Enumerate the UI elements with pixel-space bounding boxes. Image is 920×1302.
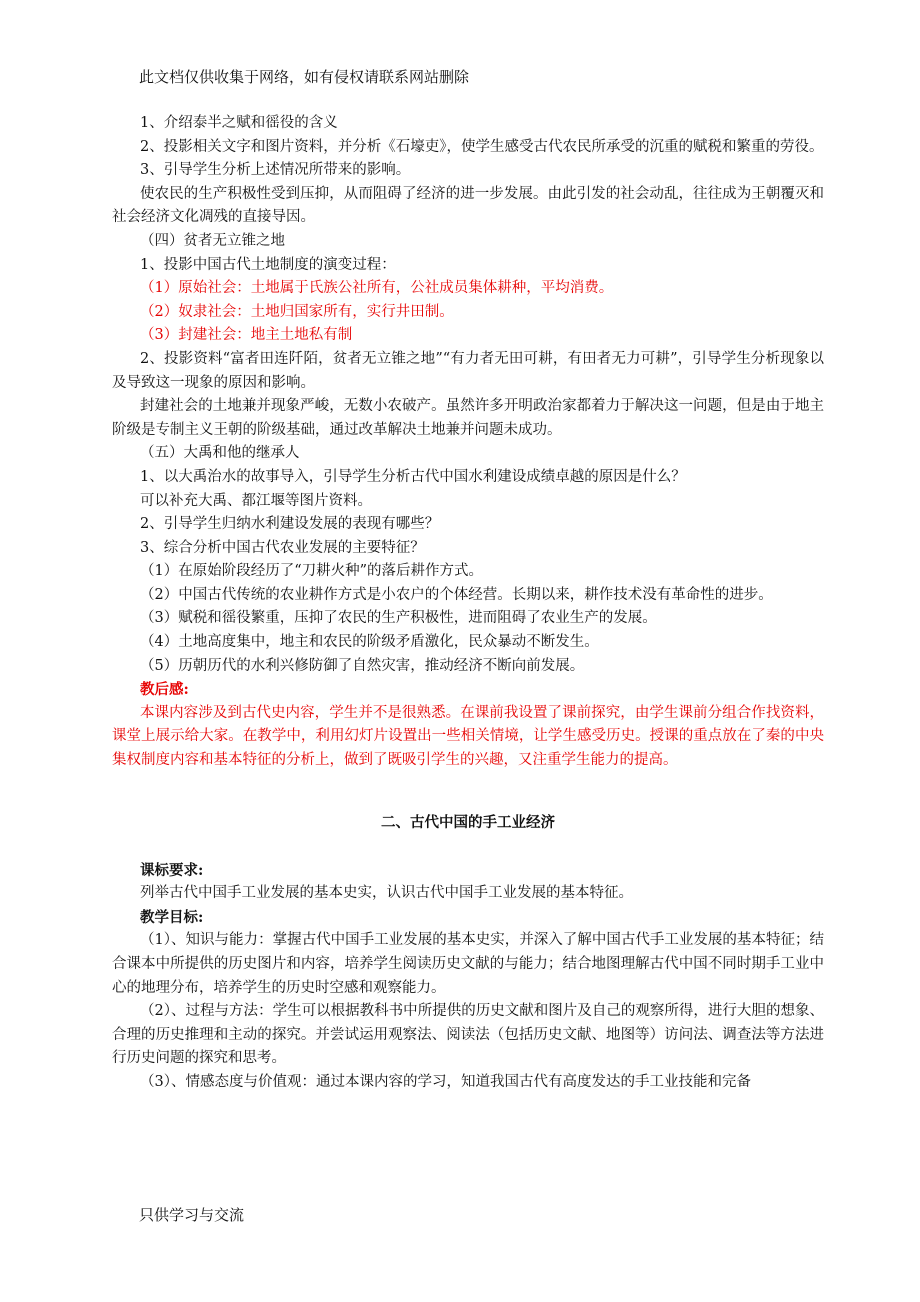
spacer (112, 773, 824, 811)
feature-item-4: （4）土地高度集中，地主和农民的阶级矛盾激化，民众暴动不断发生。 (140, 634, 599, 651)
paragraph: 2、投影资料“富者田连阡陌，贫者无立锥之地”“有力者无田可耕，有田者无力可耕”，引导学生分析现象以及导致这一现象的原因和影响。 (112, 350, 824, 391)
feature-item-5: （5）历朝历代的水利兴修防御了自然灾害，推动经济不断向前发展。 (140, 657, 585, 674)
goal-item-1: （1）、知识与能力：掌握古代中国手工业发展的基本史实，并深入了解中国古代手工业发展的基本特征；结合课本中所提供的历史图片和内容，培养学生阅读历史文献的与能力；结合地图理解古代中国不同时期手工业中心的地理分布，培养学生的历史时空感和观察能力。 (112, 932, 824, 996)
land-system-item-1: （1）原始社会：土地属于氏族公社所有，公社成员集体耕种，平均消费。 (140, 280, 614, 297)
reflection-text: 本课内容涉及到古代史内容，学生并不是很熟悉。在课前我设置了课前探究，由学生课前分组合作找资料，课堂上展示给大家。在教学中，利用幻灯片设置出一些相关情境，让学生感受历史。授课的重点放在了秦的中央集权制度内容和基本特征的分析上，做到了既吸引学生的兴趣，又注重学生能力的提高。 (112, 704, 824, 769)
goal-item-3: （3）、情感态度与价值观：通过本课内容的学习，知道我国古代有高度发达的手工业技能和完备 (140, 1073, 751, 1090)
spacer (112, 835, 824, 859)
section-title: 二、古代中国的手工业经济 (381, 813, 555, 831)
goal-item-2: （2）、过程与方法：学生可以根据教科书中所提供的历史文献和图片及自己的观察所得，进行大胆的想象、合理的历史推理和主动的探究。并尝试运用观察法、阅读法（包括历史文献、地图等）访问法、调查法等方法进行历史问题的探究和思考。 (112, 1003, 824, 1067)
curriculum-label: 课标要求: (140, 861, 204, 879)
page-footer: 只供学习与交流 (139, 1206, 245, 1224)
paragraph: 1、以大禹治水的故事导入，引导学生分析古代中国水利建设成绩卓越的原因是什么？ (140, 468, 686, 485)
subheading-five: （五）大禹和他的继承人 (140, 445, 300, 462)
paragraph: 封建社会的土地兼并现象严峻，无数小农破产。虽然许多开明政治家都着力于解决这一问题，但是由于地主阶级是专制主义王朝的阶级基础，通过改革解决土地兼并问题未成功。 (112, 398, 824, 438)
paragraph: 可以补充大禹、都江堰等图片资料。 (140, 492, 372, 509)
feature-item-3: （3）赋税和徭役繁重，压抑了农民的生产积极性，进而阻碍了农业生产的发展。 (140, 610, 657, 627)
paragraph: 3、综合分析中国古代农业发展的主要特征？ (140, 539, 425, 556)
reflection-label: 教后感: (140, 681, 189, 699)
document-body (112, 112, 824, 1095)
page-header: 此文档仅供收集于网络，如有侵权请联系网站删除 (139, 68, 470, 86)
feature-item-2: （2）中国古代传统的农业耕作方式是小农户的个体经营。长期以来，耕作技术没有革命性的进步。 (140, 586, 773, 603)
paragraph: 2、投影相关文字和图片资料，并分析《石壕吏》，使学生感受古代农民所承受的沉重的赋税和繁重的劳役。 (140, 138, 824, 155)
land-system-item-3: （3）封建社会：地主土地私有制 (140, 327, 353, 344)
paragraph: 1、投影中国古代土地制度的演变过程： (140, 256, 396, 273)
paragraph: 1、介绍泰半之赋和徭役的含义 (140, 115, 338, 131)
land-system-item-2: （2）奴隶社会：土地归国家所有，实行井田制。 (140, 303, 454, 320)
paragraph: 2、引导学生归纳水利建设发展的表现有哪些？ (140, 516, 440, 533)
feature-item-1: （1）在原始阶段经历了“刀耕火种”的落后耕作方式。 (140, 563, 484, 580)
paragraph: 使农民的生产积极性受到压抑，从而阻碍了经济的进一步发展。由此引发的社会动乱，往往成为王朝覆灭和社会经济文化凋残的直接导因。 (112, 185, 824, 226)
paragraph: 3、引导学生分析上述情况所带来的影响。 (140, 162, 411, 179)
curriculum-text: 列举古代中国手工业发展的基本史实，认识古代中国手工业发展的基本特征。 (140, 885, 633, 902)
subheading-four: （四）贫者无立锥之地 (140, 232, 285, 249)
goals-label: 教学目标: (140, 908, 204, 926)
